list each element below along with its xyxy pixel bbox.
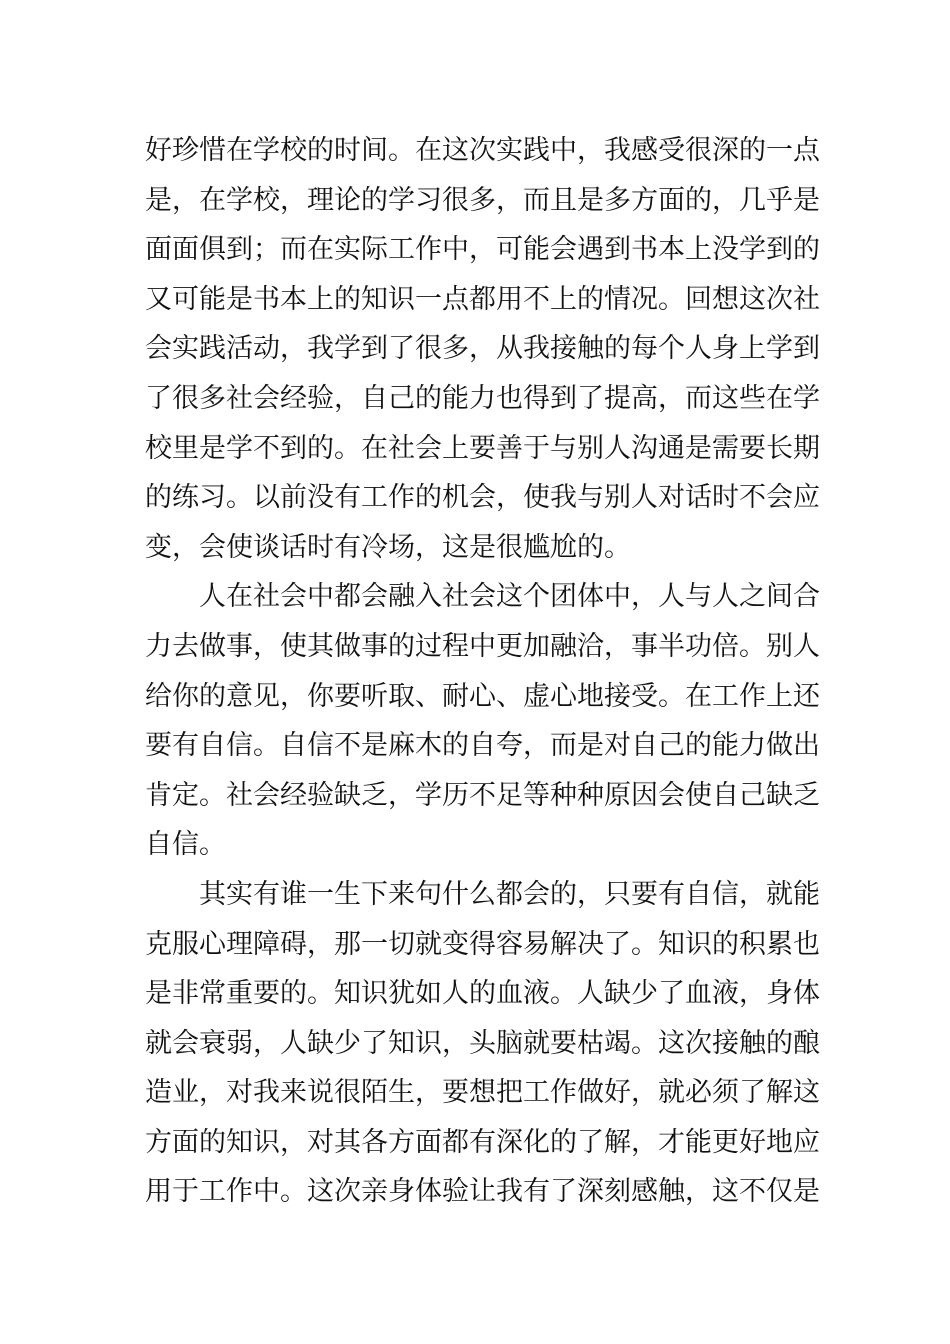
text-line: 变，会使谈话时有冷场，这是很尴尬的。 bbox=[145, 531, 631, 563]
text-line: 好珍惜在学校的时间。在这次实践中，我感受很深的一点 bbox=[145, 135, 820, 166]
text-line: 是，在学校，理论的学习很多，而且是多方面的，几乎是 bbox=[145, 184, 820, 216]
text-line: 就会衰弱，人缺少了知识，头脑就要枯竭。这次接触的酿 bbox=[145, 1027, 820, 1059]
text-line: 面面俱到；而在实际工作中，可能会遇到书本上没学到的 bbox=[145, 234, 820, 266]
text-line: 给你的意见，你要听取、耐心、虚心地接受。在工作上还 bbox=[145, 680, 820, 712]
text-line: 的练习。以前没有工作的机会，使我与别人对话时不会应 bbox=[145, 482, 820, 514]
text-line: 造业，对我来说很陌生，要想把工作做好，就必须了解这 bbox=[145, 1077, 820, 1109]
text-line: 会实践活动，我学到了很多，从我接触的每个人身上学到 bbox=[145, 333, 820, 365]
text-line: 方面的知识，对其各方面都有深化的了解，才能更好地应 bbox=[145, 1126, 820, 1158]
text-line: 肯定。社会经验缺乏，学历不足等种种原因会使自己缺乏 bbox=[145, 779, 820, 811]
text-line: 是非常重要的。知识犹如人的血液。人缺少了血液，身体 bbox=[145, 978, 820, 1010]
text-line: 用于工作中。这次亲身体验让我有了深刻感触，这不仅是 bbox=[145, 1176, 820, 1208]
body-text bbox=[145, 126, 820, 1217]
text-line: 自信。 bbox=[145, 829, 226, 861]
text-line: 了很多社会经验，自己的能力也得到了提高，而这些在学 bbox=[145, 382, 820, 414]
text-line: 校里是学不到的。在社会上要善于与别人沟通是需要长期 bbox=[145, 432, 820, 464]
text-line: 克服心理障碍，那一切就变得容易解决了。知识的积累也 bbox=[145, 928, 820, 960]
text-line: 要有自信。自信不是麻木的自夸，而是对自己的能力做出 bbox=[145, 730, 820, 762]
paragraph-start-line: 人在社会中都会融入社会这个团体中，人与人之间合 bbox=[199, 581, 820, 613]
paragraph-start-line: 其实有谁一生下来句什么都会的，只要有自信，就能 bbox=[199, 878, 820, 910]
text-line: 又可能是书本上的知识一点都用不上的情况。回想这次社 bbox=[145, 283, 820, 315]
text-line: 力去做事，使其做事的过程中更加融洽，事半功倍。别人 bbox=[145, 630, 820, 662]
